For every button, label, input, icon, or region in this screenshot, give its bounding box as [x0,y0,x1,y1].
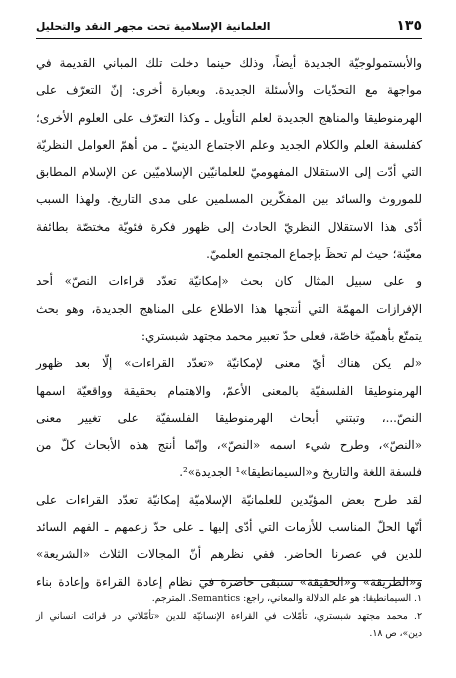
body-line: كفلسفة العلم والكلام الجديد وعلم الاجتماع الدينيّ ـ من أهمّ العوامل النظريّة [36,137,422,152]
body-text [36,50,422,596]
footnote-line: ٢. محمد مجتهد شبستري، تأمّلات في القراءة الإنسانيّة للدين «تأمّلاتي در قرائت انساني از [36,610,422,622]
body-line: لقد طرح بعض المؤيّدين للعلمانيّة الإسلاميّة إمكانيّة تعدّد القراءات على [36,492,422,507]
body-line: الإفرازات المهمّة التي أنتجها هذا الاطلاع على المناهج الجديدة، وهو بحث [36,301,422,316]
quote-line: فلسفة اللغة والتاريخ و«السيمانطيقا»¹ الجديدة»². [179,465,422,480]
body-line: معيّنة؛ حيث لم تحظَ بإجماع المجتمع العلميّ. [206,247,422,262]
body-line: والأبستمولوجيّة الجديدة أيضاً، وذلك حينما دخلت تلك المباني القديمة في [36,56,422,70]
body-line: للموروث والسائد بين المفكّرين المسلمين على مدى التاريخ. ولهذا السبب [36,192,422,207]
body-line: للدين في عصرنا الحاضر. ففي نظرهم أنّ المجالات الثلاث «الشريعة» [36,547,422,562]
body-line: و على سبيل المثال كان بحث «إمكانيّة تعدّد قراءات النصّ» أحد [36,274,422,289]
body-line: أدّى هذا الاستقلال النظريّ الحادث إلى ظهور فكرة فئويّة مختصّة بطائفة [36,219,422,234]
footnote-line: ١. السيمانطيقا: هو علم الدلالة والمعاني، راجع: Semantics. المترجم. [151,593,422,604]
body-line: التي أدّت إلى الاستقلال المفهوميّ للعلمانيّين الإسلاميّين عن الإسلام المطابق [36,165,422,180]
body-line: و«الطريقة» و«الحقيقة» ستبقى حاضرة في نظام إعادة القراءة وإعادة بناء [36,574,422,589]
quote-line: الهرمنوطيقا الفلسفيّة بالمعنى الأعمّ، والاهتمام بحقيقة وواقعيّة اسمها [36,383,422,398]
page-header [36,14,422,39]
body-line: مواجهة مع التحدّيات والأسئلة الجديدة. وبعبارة أخرى: إنّ التعرّف على [36,83,422,98]
body-line: أنّها الحلّ المناسب للأزمات التي أدّى إليها ـ على حدّ زعمهم ـ الفهم السائد [36,520,422,535]
quote-line: «النصّ»، وطرح شيء اسمه «النصّ»، وإنّما أنتج هذه الأبحاث كلّ من [36,438,422,453]
quote-line: النصّ...، وتبتني أبحاث الهرمنوطيقا الفلسفيّة على تغيير معنى [36,410,422,425]
quote-line: «لم يكن هناك أيّ معنى لإمكانيّة «تعدّد القراءات» إلّا بعد ظهور [36,356,422,371]
body-line: الهرمنوطيقا والمناهج الجديدة لعلم التأويل ـ وكذا التعرّف على العلوم الأخرى؛ [36,110,422,125]
footnote-divider [200,580,422,581]
body-line: يتمتّع بأهميّة خاصّة، فعلى حدّ تعبير محمد مجتهد شبستري: [140,328,422,343]
page-number: ١٣٥ [396,18,422,34]
footnotes [36,590,422,643]
footnote-line: دين»، ص ١٨. [369,628,422,639]
running-title: العلمانية الإسلامية تحت مجهر النقد والتحليل [36,19,271,33]
